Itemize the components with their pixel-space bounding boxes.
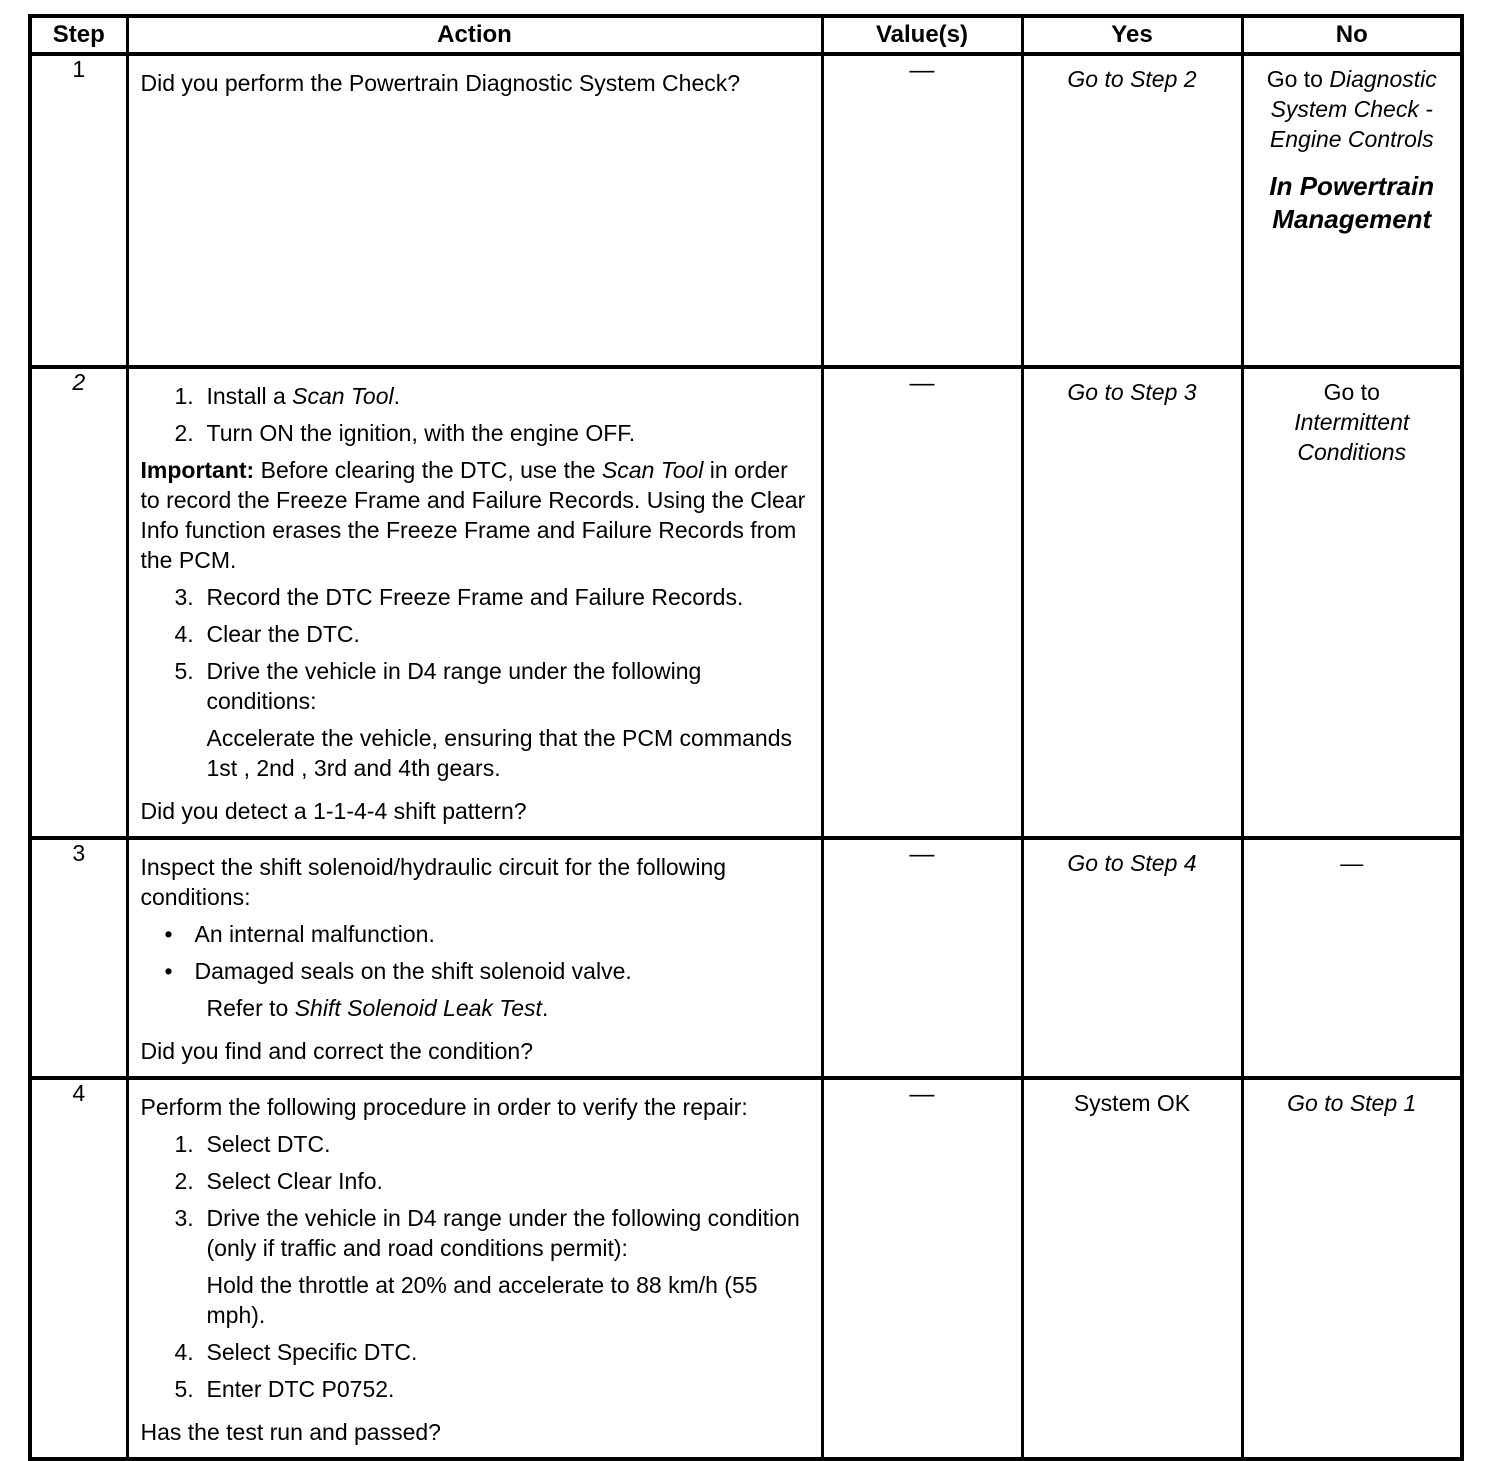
list-number: 3.	[174, 1205, 194, 1231]
action-paragraph	[141, 1092, 809, 1122]
yes-instruction	[1032, 848, 1233, 878]
text-span: Has the test run and passed?	[140, 1419, 441, 1445]
list-item-text	[207, 619, 809, 649]
action-cell	[127, 1078, 822, 1459]
text-span: Go to	[1323, 379, 1380, 405]
text-span: An internal malfunction.	[194, 921, 435, 947]
text-span: Drive the vehicle in D4 range under the following conditions:	[206, 658, 702, 714]
yes-cell-content	[1024, 1080, 1241, 1126]
bullet-icon: •	[164, 921, 173, 947]
text-span: Did you detect a 1-1-4-4 shift pattern?	[140, 798, 527, 824]
text-span: Scan Tool	[601, 457, 704, 483]
list-item-text	[207, 1203, 809, 1263]
value-cell	[822, 838, 1022, 1078]
text-span: In Powertrain Management	[1269, 171, 1435, 234]
no-cell-content	[1244, 369, 1461, 475]
value-dash: —	[909, 840, 935, 868]
action-numbered-item	[141, 1129, 809, 1159]
header-row	[30, 16, 1462, 54]
text-span: Before clearing the DTC, use the	[254, 457, 602, 483]
step-cell-content	[32, 1080, 126, 1107]
step-number: 3	[72, 840, 86, 866]
step-cell	[30, 1078, 127, 1459]
no-instruction	[1252, 1088, 1453, 1118]
step-cell	[30, 838, 127, 1078]
action-question	[141, 790, 809, 826]
action-cell-content	[129, 840, 821, 1076]
yes-cell-content	[1024, 840, 1241, 886]
text-span: Enter DTC P0752.	[206, 1376, 395, 1402]
table-row	[30, 838, 1462, 1078]
action-numbered-item	[141, 1374, 809, 1404]
text-span: Select DTC.	[206, 1131, 331, 1157]
step-number: 1	[72, 56, 86, 82]
no-instruction	[1252, 170, 1453, 236]
action-sub-paragraph	[141, 723, 809, 783]
table-row	[30, 54, 1462, 367]
action-numbered-item	[141, 1203, 809, 1263]
action-numbered-item	[141, 1337, 809, 1367]
text-span: System OK	[1073, 1090, 1191, 1116]
bullet-icon: •	[164, 958, 173, 984]
list-number: 3.	[174, 584, 194, 610]
value-dash: —	[909, 56, 935, 84]
text-span: Diagnostic System Check - Engine Controls	[1269, 66, 1437, 152]
list-item-text	[207, 381, 809, 411]
text-span: Intermittent Conditions	[1294, 409, 1410, 465]
yes-instruction	[1032, 377, 1233, 407]
text-span: Go to Step 2	[1067, 66, 1197, 92]
action-cell-content	[129, 56, 821, 108]
action-numbered-item	[141, 381, 809, 411]
action-numbered-item	[141, 1166, 809, 1196]
text-span: Go to Step 3	[1067, 379, 1197, 405]
list-number: 1.	[174, 1131, 194, 1157]
action-numbered-item	[141, 619, 809, 649]
action-paragraph	[141, 852, 809, 912]
value-cell	[822, 1078, 1022, 1459]
action-cell-content	[129, 1080, 821, 1457]
value-dash: —	[909, 1080, 935, 1108]
text-span: Turn ON the ignition, with the engine OFF.	[206, 420, 636, 446]
value-cell-content	[824, 840, 1021, 869]
no-cell-content	[1244, 56, 1461, 244]
column-header-action: Action	[127, 16, 822, 54]
text-span: Did you find and correct the condition?	[140, 1038, 534, 1064]
no-cell	[1242, 1078, 1462, 1459]
text-span: —	[1340, 850, 1364, 876]
action-paragraph	[141, 455, 809, 575]
table-row	[30, 1078, 1462, 1459]
text-span: Go to Step 1	[1287, 1090, 1417, 1116]
diagnostic-table	[28, 14, 1464, 1461]
step-number: 4	[72, 1080, 86, 1106]
list-number: 5.	[174, 658, 194, 684]
value-cell-content	[824, 56, 1021, 85]
action-question	[141, 1030, 809, 1066]
column-header-yes: Yes	[1022, 16, 1242, 54]
column-header-values: Value(s)	[822, 16, 1022, 54]
text-span: Scan Tool	[292, 383, 394, 409]
value-cell	[822, 54, 1022, 367]
list-number: 2.	[174, 1168, 194, 1194]
text-span: Hold the throttle at 20% and accelerate to 88 km/h (55 mph).	[206, 1272, 758, 1328]
yes-cell	[1022, 838, 1242, 1078]
yes-cell-content	[1024, 369, 1241, 415]
list-number: 1.	[174, 383, 194, 409]
list-item-text	[207, 582, 809, 612]
action-sub-paragraph	[141, 993, 809, 1023]
no-instruction	[1252, 377, 1453, 407]
step-number: 2	[72, 369, 86, 395]
yes-instruction	[1032, 64, 1233, 94]
text-span: Did you perform the Powertrain Diagnostic System Check?	[140, 70, 741, 96]
column-header-step: Step	[30, 16, 127, 54]
column-header-no: No	[1242, 16, 1462, 54]
no-cell	[1242, 838, 1462, 1078]
text-span: Inspect the shift solenoid/hydraulic circuit for the following conditions:	[140, 854, 727, 910]
list-number: 2.	[174, 420, 194, 446]
action-numbered-item	[141, 582, 809, 612]
no-cell	[1242, 54, 1462, 367]
step-cell-content	[32, 369, 126, 396]
text-span: Record the DTC Freeze Frame and Failure Records.	[206, 584, 744, 610]
action-cell	[127, 367, 822, 838]
text-span: Shift Solenoid Leak Test	[294, 995, 542, 1021]
action-numbered-item	[141, 418, 809, 448]
list-item-text	[207, 418, 809, 448]
steps-table-body	[30, 54, 1462, 1459]
step-cell	[30, 367, 127, 838]
text-span: Damaged seals on the shift solenoid valve.	[194, 958, 632, 984]
text-span: Clear the DTC.	[206, 621, 360, 647]
action-bullet-item	[141, 919, 809, 949]
list-number: 4.	[174, 1339, 194, 1365]
list-item-text	[207, 1374, 809, 1404]
step-cell-content	[32, 56, 126, 83]
step-cell-content	[32, 840, 126, 867]
value-cell-content	[824, 369, 1021, 398]
text-span: Accelerate the vehicle, ensuring that the PCM commands 1st , 2nd , 3rd and 4th gears.	[206, 725, 793, 781]
text-span: Go to	[1266, 66, 1330, 92]
action-question	[141, 1411, 809, 1447]
list-item-text	[207, 1337, 809, 1367]
yes-cell	[1022, 54, 1242, 367]
text-span: Install a	[206, 383, 293, 409]
action-cell	[127, 838, 822, 1078]
no-cell	[1242, 367, 1462, 838]
yes-cell	[1022, 367, 1242, 838]
value-cell-content	[824, 1080, 1021, 1109]
list-item-text	[207, 1166, 809, 1196]
list-item-text	[207, 1129, 809, 1159]
list-item-text	[195, 919, 809, 949]
action-sub-paragraph	[141, 1270, 809, 1330]
action-paragraph	[141, 68, 809, 98]
no-cell-content	[1244, 1080, 1461, 1126]
text-span: Refer to	[206, 995, 295, 1021]
list-item-text	[207, 656, 809, 716]
text-span: Important:	[140, 457, 255, 483]
text-span: Select Clear Info.	[206, 1168, 383, 1194]
action-cell	[127, 54, 822, 367]
no-instruction	[1252, 64, 1453, 154]
yes-cell-content	[1024, 56, 1241, 102]
text-span: in order to record the Freeze Frame and Failure Records. Using the Clear Info function erases the Freeze Frame and Failure Records from the PCM.	[140, 457, 806, 573]
step-cell	[30, 54, 127, 367]
value-cell	[822, 367, 1022, 838]
action-numbered-item	[141, 656, 809, 716]
action-cell-content	[129, 369, 821, 836]
yes-cell	[1022, 1078, 1242, 1459]
value-dash: —	[909, 369, 935, 397]
list-number: 4.	[174, 621, 194, 647]
yes-instruction	[1032, 1088, 1233, 1118]
table-row	[30, 367, 1462, 838]
text-span: Drive the vehicle in D4 range under the following condition (only if traffic and road conditions permit):	[206, 1205, 800, 1261]
list-item-text	[195, 956, 809, 986]
list-number: 5.	[174, 1376, 194, 1402]
no-cell-content	[1244, 840, 1461, 886]
text-span: .	[541, 995, 549, 1021]
action-bullet-item	[141, 956, 809, 986]
text-span: Select Specific DTC.	[206, 1339, 418, 1365]
no-instruction	[1252, 848, 1453, 878]
no-instruction	[1252, 407, 1453, 467]
text-span: Go to Step 4	[1067, 850, 1197, 876]
text-span: Perform the following procedure in order to verify the repair:	[140, 1094, 748, 1120]
text-span: .	[393, 383, 400, 409]
